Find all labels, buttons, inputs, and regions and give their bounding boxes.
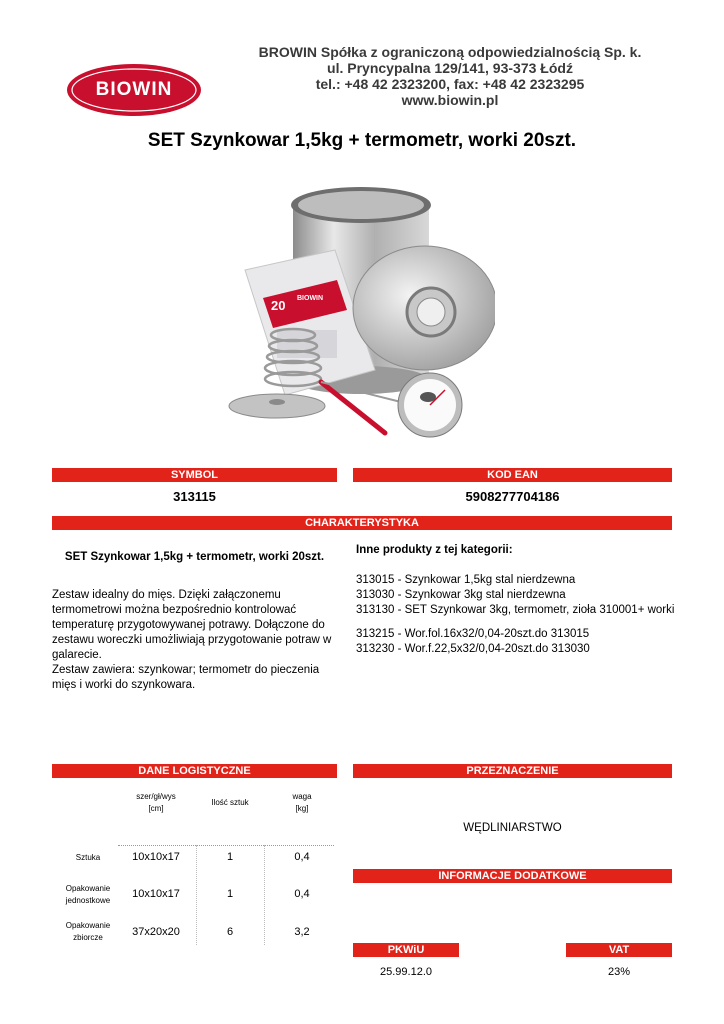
page-title: SET Szynkowar 1,5kg + termometr, worki 20szt. xyxy=(147,130,577,151)
description-line: termometrowi można bezpośrednio kontrolować xyxy=(52,604,297,616)
additional-info-header: INFORMACJE DODATKOWE xyxy=(353,869,672,883)
row-qty: 1 xyxy=(226,851,234,863)
row-label-unit: Sztuka xyxy=(75,853,101,862)
row-label-line: Opakowanie xyxy=(65,921,111,930)
description-line: mięs i worki do szynkowara. xyxy=(52,679,196,691)
logo-text: BIOWIN xyxy=(95,79,173,100)
logistics-header: DANE LOGISTYCZNE xyxy=(52,764,337,778)
company-phone: tel.: +48 42 2323200, fax: +48 42 2323295 xyxy=(315,76,585,92)
package-brand: BIOWIN xyxy=(297,295,324,302)
purpose-header: PRZEZNACZENIE xyxy=(353,764,672,778)
col-weight-unit: [kg] xyxy=(295,804,309,813)
other-product-item: 313030 - Szynkowar 3kg stal nierdzewna xyxy=(356,589,566,601)
row-dims: 10x10x17 xyxy=(132,851,180,863)
col-qty-header: Ilość sztuk xyxy=(211,798,249,807)
vat-header: VAT xyxy=(566,943,672,957)
column-divider xyxy=(196,845,197,945)
row-weight: 3,2 xyxy=(294,926,310,938)
row-qty: 1 xyxy=(226,888,234,900)
table-divider xyxy=(118,845,334,846)
other-products-list xyxy=(356,573,686,618)
purpose-value: WĘDLINIARSTWO xyxy=(463,822,562,834)
row-dims: 10x10x17 xyxy=(132,888,180,900)
ean-header: KOD EAN xyxy=(353,468,672,482)
company-name: BROWIN Spółka z ograniczoną odpowiedzialnością Sp. k. xyxy=(258,44,642,60)
other-product-item: 313130 - SET Szynkowar 3kg, termometr, zioła 310001+ worki xyxy=(356,604,675,616)
company-website: www.biowin.pl xyxy=(401,92,499,108)
product-name: SET Szynkowar 1,5kg + termometr, worki 20szt. xyxy=(64,551,325,563)
product-description xyxy=(52,588,342,693)
ean-value: 5908277704186 xyxy=(465,489,560,504)
col-weight-header xyxy=(272,791,332,815)
characteristics-header: CHARAKTERYSTYKA xyxy=(52,516,672,530)
description-line: zestawu woreczki umożliwiają przygotowanie potraw w xyxy=(52,634,332,646)
row-label-line: Opakowanie xyxy=(65,884,111,893)
row-label-line: zbiorcze xyxy=(73,933,103,942)
other-product-item: 313015 - Szynkowar 1,5kg stal nierdzewna xyxy=(356,574,576,586)
brand-logo xyxy=(66,63,202,117)
column-divider xyxy=(264,845,265,945)
description-line: Zestaw idealny do mięs. Dzięki załączonemu xyxy=(52,589,281,601)
other-product-item: 313215 - Wor.fol.16x32/0,04-20szt.do 313015 xyxy=(356,628,590,640)
company-address: ul. Pryncypalna 129/141, 93-373 Łódź xyxy=(327,60,573,76)
row-qty: 6 xyxy=(226,926,234,938)
row-label-bulk-package xyxy=(52,920,124,944)
row-label-line: jednostkowe xyxy=(65,896,111,905)
row-label-unit-package xyxy=(52,883,124,907)
symbol-value: 313115 xyxy=(173,489,216,504)
pkwiu-value: 25.99.12.0 xyxy=(380,966,432,978)
vat-value: 23% xyxy=(607,966,631,978)
other-product-item: 313230 - Wor.f.22,5x32/0,04-20szt.do 313030 xyxy=(356,643,590,655)
col-dims-label: szer/gł/wys xyxy=(136,792,176,801)
row-dims: 37x20x20 xyxy=(132,926,180,938)
product-image xyxy=(225,180,495,450)
pkwiu-header: PKWiU xyxy=(353,943,459,957)
package-number: 20 xyxy=(271,298,286,313)
description-line: Zestaw zawiera: szynkowar; termometr do pieczenia xyxy=(52,664,320,676)
symbol-header: SYMBOL xyxy=(52,468,337,482)
description-line: temperaturę przygotowywanej potrawy. Dołączone do xyxy=(52,619,325,631)
col-dims-unit: [cm] xyxy=(148,804,164,813)
description-line: galarecie. xyxy=(52,649,102,661)
other-products-title: Inne produkty z tej kategorii: xyxy=(356,544,513,556)
row-weight: 0,4 xyxy=(294,851,310,863)
col-dims-header xyxy=(118,791,194,815)
other-products-list-bags xyxy=(356,627,686,657)
col-weight-label: waga xyxy=(292,792,312,801)
row-weight: 0,4 xyxy=(294,888,310,900)
company-info xyxy=(230,44,670,108)
